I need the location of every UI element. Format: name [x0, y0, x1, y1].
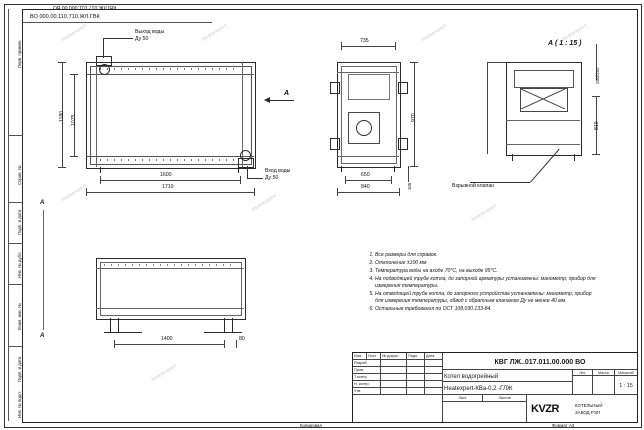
sheet-code-top: ВО 000.00.110.710.ЖЛ.ГВК	[30, 14, 100, 20]
tb-mass-value	[593, 376, 615, 395]
dim-810-tick-b	[592, 154, 600, 155]
tb-designation: КВГ ЛЖ..017.011.00.000 ВО	[443, 353, 637, 370]
front-view-inlet-leader	[247, 166, 248, 178]
section-mark-a-bottom: А	[40, 333, 45, 339]
label-podp-data-2: Подп. и дата	[17, 356, 22, 382]
section-arrow-label: А	[284, 90, 290, 97]
dim-970-label: 970	[411, 113, 417, 122]
dim-1180-tick-t	[58, 62, 66, 63]
front-view-foot-right	[238, 167, 239, 173]
tb-col-docum: № докум.	[381, 353, 407, 360]
title-block	[352, 352, 638, 423]
bottom-leg-1	[110, 318, 111, 332]
tb-col-data: Дата	[425, 353, 443, 360]
label-inv-dubl: Инв. № дубл.	[17, 251, 22, 278]
sheet-code-top-mirror: КВГЛЖ.017.011.000 00 ВО	[52, 4, 116, 10]
tb-name-prov	[381, 367, 407, 374]
dim-80-tick	[236, 340, 237, 348]
label-podp-data-1: Подп. и дата	[17, 209, 22, 235]
note-item: 1. Все размеры для справок.	[375, 252, 596, 259]
callout-inlet-label: Вход воды	[265, 168, 291, 174]
watermark: Heatexpert	[560, 22, 588, 44]
company-logo: KVZR	[531, 403, 559, 415]
label-inv-podl: Инв. № подл.	[17, 391, 22, 418]
note-item: 3. Температура воды на входе 70°С, на выходе 95°С.	[375, 268, 596, 275]
dim-970-tick-b	[410, 166, 418, 167]
callout-inlet-sub: Ду 50	[265, 175, 279, 181]
dim-105-line	[408, 166, 409, 182]
watermark: Heatexpert	[250, 192, 278, 214]
front-view-rivets-bottom	[100, 159, 240, 161]
watermark: Heatexpert	[150, 362, 178, 384]
side-view-top-panel	[348, 74, 390, 100]
watermark: Heatexpert	[420, 22, 448, 44]
detail-title: А ( 1 : 15 )	[548, 40, 582, 47]
dim-1075-label: 1075	[71, 114, 77, 126]
front-view-inner-panel	[90, 66, 252, 165]
front-view-line-1	[86, 74, 254, 75]
left-margin-div-4	[8, 284, 23, 285]
watermark: Heatexpert	[200, 22, 228, 44]
section-mark-a-top: А	[40, 200, 45, 206]
tb-podp-nkontr	[407, 381, 425, 388]
tb-podp-utv	[407, 388, 425, 395]
tb-lit-value	[573, 376, 593, 395]
detail-foot-l	[512, 154, 513, 161]
dim-1400-tick-r	[224, 340, 225, 348]
tb-data-razrab	[425, 360, 443, 367]
dim-735-label: 735	[360, 38, 369, 44]
dim-650-label: 650	[361, 172, 370, 178]
front-view-outlet-leader-h	[103, 38, 133, 39]
detail-line-1	[506, 120, 580, 121]
tb-sheets-label: Листов	[483, 395, 527, 402]
note-item: 2. Отклонение ±100 мм	[375, 260, 596, 267]
dim-650-tick-r	[391, 176, 392, 184]
tb-role-razrab: Разраб.	[353, 360, 381, 367]
dim-1600-tick-l	[100, 176, 101, 184]
footer-copy-label: Копировал	[300, 423, 323, 428]
side-view-door-circle	[356, 120, 372, 136]
company-line-2: ЗАВОД РЭП	[575, 410, 601, 415]
tb-podp-razrab	[407, 360, 425, 367]
detail-top-box	[514, 70, 574, 88]
tb-scale-value: 1 : 15	[615, 376, 637, 395]
bottom-leg-3	[224, 318, 225, 332]
watermark: Heatexpert	[60, 22, 88, 44]
bottom-leg-4	[232, 318, 233, 332]
dim-810-tick-t	[592, 96, 600, 97]
tb-role-prov: Пров.	[353, 367, 381, 374]
left-margin-div-5	[8, 346, 23, 347]
tb-data-utv	[425, 388, 443, 395]
dim-735-tick-r	[395, 42, 396, 50]
dim-1180-tick-b	[58, 167, 66, 168]
detail-top-ext-line	[487, 62, 507, 63]
note-item: 5. На отводящей трубе котла, до запорного устройства установлены: манометр, прибор для измерения температуры, обвод с обратным клапаном Ду не менее 40 мм.	[375, 291, 596, 306]
front-view-vline-1	[96, 62, 97, 167]
dim-735-tick-l	[341, 42, 342, 50]
dim-80-label: 80	[239, 336, 245, 342]
note-item: 4. На подводящей трубе котла, до запорной арматуры установлены: манометр, прибор для измерения температуры.	[375, 276, 596, 291]
watermark: Heatexpert	[60, 182, 88, 204]
tb-col-list: Лист	[367, 353, 381, 360]
callout-outlet-sub: Ду 50	[135, 36, 149, 42]
company-line-1: КОТЕЛЬНЫЙ	[575, 403, 603, 408]
dim-840-tick-l	[337, 188, 338, 196]
bottom-base-left	[104, 332, 142, 333]
tb-left-blank	[353, 395, 443, 422]
front-view-rivets-top	[100, 68, 240, 70]
bottom-base-right	[204, 332, 242, 333]
side-view-foot-r	[394, 166, 395, 172]
note-item: 6. Остальные требования по ОСТ 108.030.133-84.	[375, 306, 596, 313]
dim-1075-tick-b	[70, 156, 78, 157]
bottom-leg-2	[118, 318, 119, 332]
tb-name-nkontr	[381, 381, 407, 388]
front-view-line-2	[86, 156, 254, 157]
bottom-view-line-1	[96, 268, 244, 269]
dim-1710-line	[86, 192, 254, 193]
section-mark-line	[43, 210, 44, 330]
left-edge-line	[8, 9, 9, 421]
dim-105-label: 105	[407, 182, 412, 190]
tb-scale-label: Масштаб	[615, 370, 637, 376]
tb-mass-label: Масса	[593, 370, 615, 376]
callout-outlet-label: Выход воды	[135, 29, 165, 35]
dim-1600-tick-r	[240, 176, 241, 184]
side-view-nozzle-right-bot	[398, 138, 408, 150]
bottom-view-line-2	[96, 308, 244, 309]
dim-810-label: 810	[594, 121, 600, 130]
front-view-outlet-leader	[103, 38, 104, 58]
side-view-line-1	[337, 72, 399, 73]
tb-data-prov	[425, 367, 443, 374]
dim-1400-line	[114, 344, 224, 345]
bottom-view-rivets	[104, 264, 234, 266]
tb-lit-label: Лит.	[573, 370, 593, 376]
tb-data-tkontr	[425, 374, 443, 381]
tb-role-utv: Утв.	[353, 388, 381, 395]
top-code-underline	[22, 22, 212, 23]
tb-name-razrab	[381, 360, 407, 367]
tb-data-nkontr	[425, 381, 443, 388]
dim-840-line	[337, 192, 399, 193]
dim-250-252-label: 250/252	[595, 67, 600, 84]
tb-sheet-values	[443, 402, 527, 422]
tb-name-utv	[381, 388, 407, 395]
side-view-nozzle-left-top	[330, 82, 340, 94]
tb-podp-prov	[407, 367, 425, 374]
left-margin-div-1	[8, 135, 23, 136]
dim-1600-line	[100, 180, 240, 181]
footer-format-label: Формат А3	[552, 423, 575, 428]
dim-1600-label: 1600	[160, 172, 172, 178]
dim-650-tick-l	[345, 176, 346, 184]
dim-1710-tick-r	[254, 188, 255, 196]
tb-sheet-label: Лист	[443, 395, 483, 402]
tb-product-name-1: Котел водогрейный	[443, 370, 573, 382]
left-margin-div-2	[8, 202, 23, 203]
tb-col-izm: Изм.	[353, 353, 367, 360]
dim-650-line	[345, 180, 391, 181]
dim-1710-label: 1710	[162, 184, 174, 190]
label-perv-primen: Перв. примен.	[17, 39, 22, 68]
tb-company-block	[527, 395, 637, 422]
dim-1400-tick-l	[114, 340, 115, 348]
dim-1180-label: 1180	[59, 110, 65, 122]
detail-line-2	[506, 144, 580, 145]
dim-840-label: 840	[361, 184, 370, 190]
detail-callout-label: Взрывной клапан	[452, 183, 495, 189]
dim-970-tick-t	[410, 62, 418, 63]
front-view-outlet-circle	[99, 64, 110, 75]
front-view-foot-left	[100, 167, 101, 173]
dim-840-tick-r	[399, 188, 400, 196]
label-vzam-inv: Взам. инв. №	[17, 303, 22, 330]
dim-1710-tick-l	[86, 188, 87, 196]
dim-735-line	[341, 46, 395, 47]
tb-podp-tkontr	[407, 374, 425, 381]
notes-block	[366, 252, 596, 314]
tb-role-nkontr: Н. контр.	[353, 381, 381, 388]
side-view-foot-l	[341, 166, 342, 172]
left-margin-div-3	[8, 243, 23, 244]
front-view-inlet-leader-h	[247, 178, 263, 179]
tb-role-tkontr: Т.контр.	[353, 374, 381, 381]
tb-col-podp: Подп.	[407, 353, 425, 360]
detail-left-ext-line	[487, 62, 488, 154]
label-sprav-no: Справ. №	[17, 165, 22, 185]
front-view-inlet-circle	[240, 150, 251, 161]
tb-product-name-2: Heatexpert-КВа-0,2 -ГЛЖ	[443, 382, 573, 395]
section-arrow-head	[264, 97, 270, 103]
side-view-line-2	[337, 156, 399, 157]
detail-valve-cross	[521, 89, 565, 109]
tb-name-tkontr	[381, 374, 407, 381]
side-view-nozzle-left-bot	[330, 138, 340, 150]
watermark: Heatexpert	[470, 202, 498, 224]
side-view-nozzle-right-top	[398, 82, 408, 94]
detail-foot-r	[574, 154, 575, 161]
dim-1075-tick-t	[70, 74, 78, 75]
section-arrow-line	[268, 100, 294, 101]
dim-1400-label: 1400	[161, 336, 173, 342]
